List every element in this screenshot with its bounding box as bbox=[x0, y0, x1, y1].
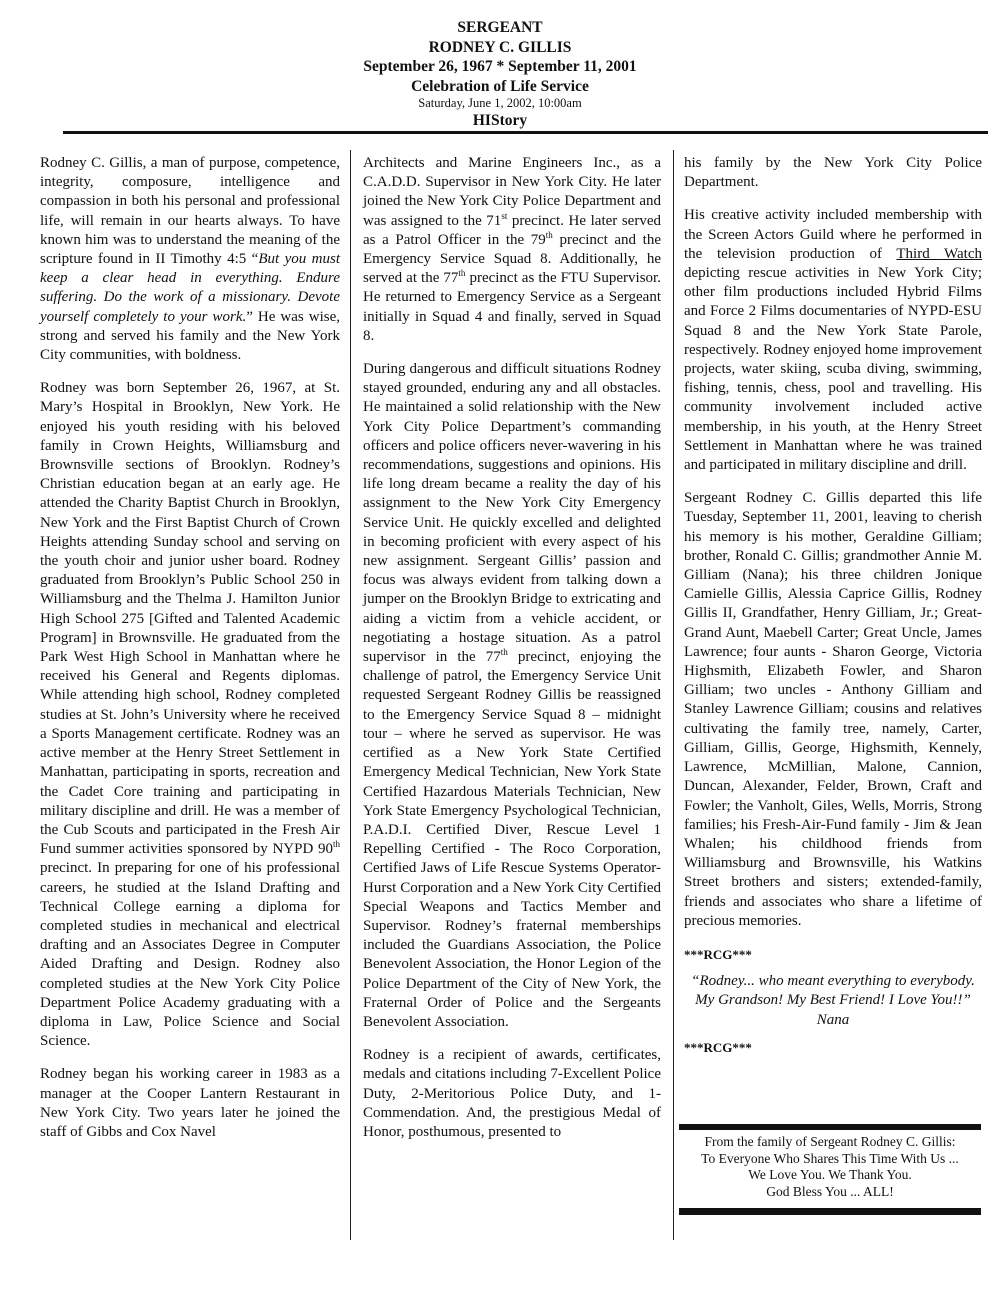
column-divider-2 bbox=[673, 150, 674, 1240]
column-1 bbox=[40, 154, 340, 1156]
paragraph-awards-cont: his family by the New York City Police Department. bbox=[684, 155, 982, 191]
paragraph-early-life bbox=[40, 379, 340, 1051]
box-line-2: To Everyone Who Shares This Time With Us ... bbox=[701, 1150, 959, 1166]
text-run: Rodney was born September 26, 1967, at St. Mary’s Hospital in Brooklyn, New York. He enjoyed his youth residing with his beloved family in Crown Heights, Williamsburg and Brownsville sections of Brooklyn. Rodney’s Christian education began at an early age. He attended the Charity Baptist Church in Brooklyn, New York and the First Baptist Church of Crown Heights attending Sunday school and serving on the youth choir and junior usher board. Rodney graduated from Brooklyn’s Public School 250 in Williamsburg and the Thelma J. Hamilton Junior High School 275 [Gifted and Talented Academic Program] in Brownsville. He graduated from the Park West High School in Manhattan where he received his General and Regents diplomas. While attending high school, Rodney completed studies at St. John’s University where he received a Sports Management certificate. Rodney was an active member at the Henry Street Settlement in Manhattan, participating in sports, recreation and the Cadet Core training and participating in military discipline and drill. He was a member of the Cub Scouts and participated in the Fresh Air Fund summer activities sponsored by NYPD 90 bbox=[40, 380, 340, 858]
text-run: His creative activity included membership with the Screen Actors Guild where he performed in the television production of bbox=[684, 207, 982, 262]
text-run: depicting rescue activities in New York City; other film productions included Hybrid Films and Force 2 Films documentaries of NYPD-ESU Squad 8 and the New York State Parole, respectively. Rodney enjoyed home improvement projects, water skiing, scuba diving, swimming, fishing, tennis, chess, pool and travelling. His community involvement included active membership, in his youth, at the Henry Street Settlement in Manhattan where he was trained and participated in military discipline and drill. bbox=[684, 265, 982, 474]
name-line: RODNEY C. GILLIS bbox=[428, 38, 572, 56]
text-run: precinct. In preparing for one of his professional careers, he studied at the Island Drafting and Technical College earning a diploma for completed studies in mechanical and electrical drafting and an Associates Degree in Computer Aided Drafting and Design. Rodney also completed studies at the New York City Police Department Police Academy graduating with a diploma in Law, Police Science and Social Science. bbox=[40, 860, 340, 1050]
text-run: precinct and the Emergency Service Squad 8. Additionally, he served at the 77 bbox=[363, 231, 661, 287]
family-message-box bbox=[679, 1134, 981, 1200]
quote-attribution: Nana bbox=[816, 1011, 850, 1028]
column-3 bbox=[684, 154, 982, 1065]
superscript: th bbox=[458, 268, 466, 279]
box-line-4: God Bless You ... ALL! bbox=[766, 1183, 894, 1199]
text-run: During dangerous and difficult situations Rodney stayed grounded, enduring any and all obstacles. He maintained a solid relationship with the New York City Police Department’s commanding officers and police officers never-wavering in his recommendations, suggestions and opinions. His life long dream became a reality the day of his assignment to the New York City Emergency Service Unit. He quickly excelled and delighted in becoming proficient with every aspect of his new assignment. Sergeant Gillis’ passion and focus was always evident from talking down a jumper on the Brooklyn Bridge to extricating and aiding a victim from a vehicle accident, or negotiating a hostage situation. As a patrol supervisor in the 77 bbox=[363, 361, 661, 666]
dates-line: September 26, 1967 * September 11, 2001 bbox=[363, 58, 637, 75]
box-rule-bottom bbox=[679, 1208, 981, 1215]
header-divider bbox=[63, 131, 988, 134]
paragraph-career-start: Rodney began his working career in 1983 as a manager at the Cooper Lantern Restaurant in New York City. Two years later he joined the staff of Gibbs and Cox Navel bbox=[40, 1066, 340, 1140]
box-rule-top bbox=[679, 1124, 981, 1130]
rank-line: SERGEANT bbox=[457, 19, 543, 36]
superscript: st bbox=[501, 210, 508, 221]
paragraph-survivors: Sergeant Rodney C. Gillis departed this life Tuesday, September 11, 2001, leaving to cherish his memory is his mother, Geraldine Gilliam; brother, Ronald C. Gillis; grandmother Annie M. Gilliam (Nana); his three children Jonique Camielle Gillis, Alessia Caprice Gillis, Rodney Gillis II, Grandfather, Henry Gilliam, Jr.; Great-Grand Aunt, Maebell Carter; Great Uncle, James Lawrence; four aunts - Sharon George, Victoria Highsmith, Elizabeth Fowler, and Sharon Gilliam; two uncles - Anthony Gilliam and Stanley Lawrence Gilliam; cousins and relatives cultivating the family tree, namely, Carter, Gilliam, Gillis, George, Highsmith, Kennely, Lawrence, McMillian, Malone, Cannion, Duncan, Alexander, Felder, Brown, Craft and Fowler; the Vanholt, Giles, Wells, Morris, Strong families; his Fresh-Air-Fund family - Jim & Jean Whalen; his childhood friends from Williamsburg and Brownsville, his Watkins Street brothers and sisters; extended-family, friends and associates who share a lifetime of precious memories. bbox=[684, 490, 982, 929]
text-run: precinct. He later served as a Patrol Officer in the 79 bbox=[363, 212, 661, 248]
column-2 bbox=[363, 154, 661, 1156]
paragraph-awards: Rodney is a recipient of awards, certificates, medals and citations including 7-Excellent Police Duty, 2-Meritorious Police Duty, and 1-Commendation. And, the prestigious Medal of Honor, posthumous, presented to bbox=[363, 1047, 661, 1140]
text-run: Architects and Marine Engineers Inc., as a C.A.D.D. Supervisor in New York City. He later joined the New York City Police Department and was assigned to the 71 bbox=[363, 155, 661, 229]
service-title: Celebration of Life Service bbox=[411, 77, 589, 95]
paragraph-esu-service bbox=[363, 360, 661, 1032]
superscript: th bbox=[545, 229, 553, 240]
rcg-mark-top: ***RCG*** bbox=[684, 946, 752, 962]
rcg-mark-bottom: ***RCG*** bbox=[684, 1039, 752, 1055]
superscript: th bbox=[500, 647, 508, 658]
show-title: Third Watch bbox=[896, 245, 982, 262]
quote-text: “Rodney... who meant everything to everybody. My Grandson! My Best Friend! I Love You!!” bbox=[691, 973, 975, 1009]
paragraph-nypd-career bbox=[363, 154, 661, 346]
page-header bbox=[0, 18, 1000, 131]
paragraph-intro bbox=[40, 154, 340, 365]
column-divider-1 bbox=[350, 150, 351, 1240]
scripture-quote: But you must keep a clear head in everything. Endure suffering. Do the work of a missionary. Devote yourself completely to your work. bbox=[40, 251, 341, 325]
superscript: th bbox=[332, 839, 340, 850]
nana-quote bbox=[684, 972, 982, 1030]
box-line-3: We Love You. We Thank You. bbox=[748, 1167, 912, 1182]
section-title: HIStory bbox=[472, 112, 528, 129]
paragraph-activities bbox=[684, 206, 982, 475]
text-run: precinct, enjoying the challenge of patrol, the Emergency Service Unit requested Sergeant Rodney Gillis be reassigned to the Emergency Service Squad 8 – midnight tour – where he served as supervisor. He was certified as a New York State Certified Emergency Medical Technician, New York State Certified Hazardous Materials Technician, New York State Emergency Psychological Technician, P.A.D.I. Certified Diver, Rescue Level 1 Repelling Certified - The Roco Corporation, Certified Jaws of Life Rescue Systems Operator-Hurst Corporation and a New York City Certified Special Weapons and Tactics Member and Supervisor. Rodney’s fraternal memberships included the Guardians Association, the Police Benevolent Association, the Honor Legion of the Police Department of the City of New York, the Fraternal Order of Police and the Sergeants Benevolent Association. bbox=[363, 649, 661, 1030]
box-line-1: From the family of Sergeant Rodney C. Gillis: bbox=[704, 1134, 956, 1149]
text-run: precinct as the FTU Supervisor. He returned to Emergency Service as a Sergeant initially in Squad 4 and finally, served in Squad 8. bbox=[363, 270, 661, 344]
text-run: Rodney C. Gillis, a man of purpose, competence, integrity, composure, intelligence and compassion in both his personal and professional life, will remain in our hearts always. To have known him was to understand the meaning of the scripture found in II Timothy 4:5 “ bbox=[40, 155, 340, 268]
service-date: Saturday, June 1, 2002, 10:00am bbox=[418, 96, 582, 110]
text-run: ” He was wise, strong and served his family and the New York City communities, with boldness. bbox=[40, 308, 340, 364]
